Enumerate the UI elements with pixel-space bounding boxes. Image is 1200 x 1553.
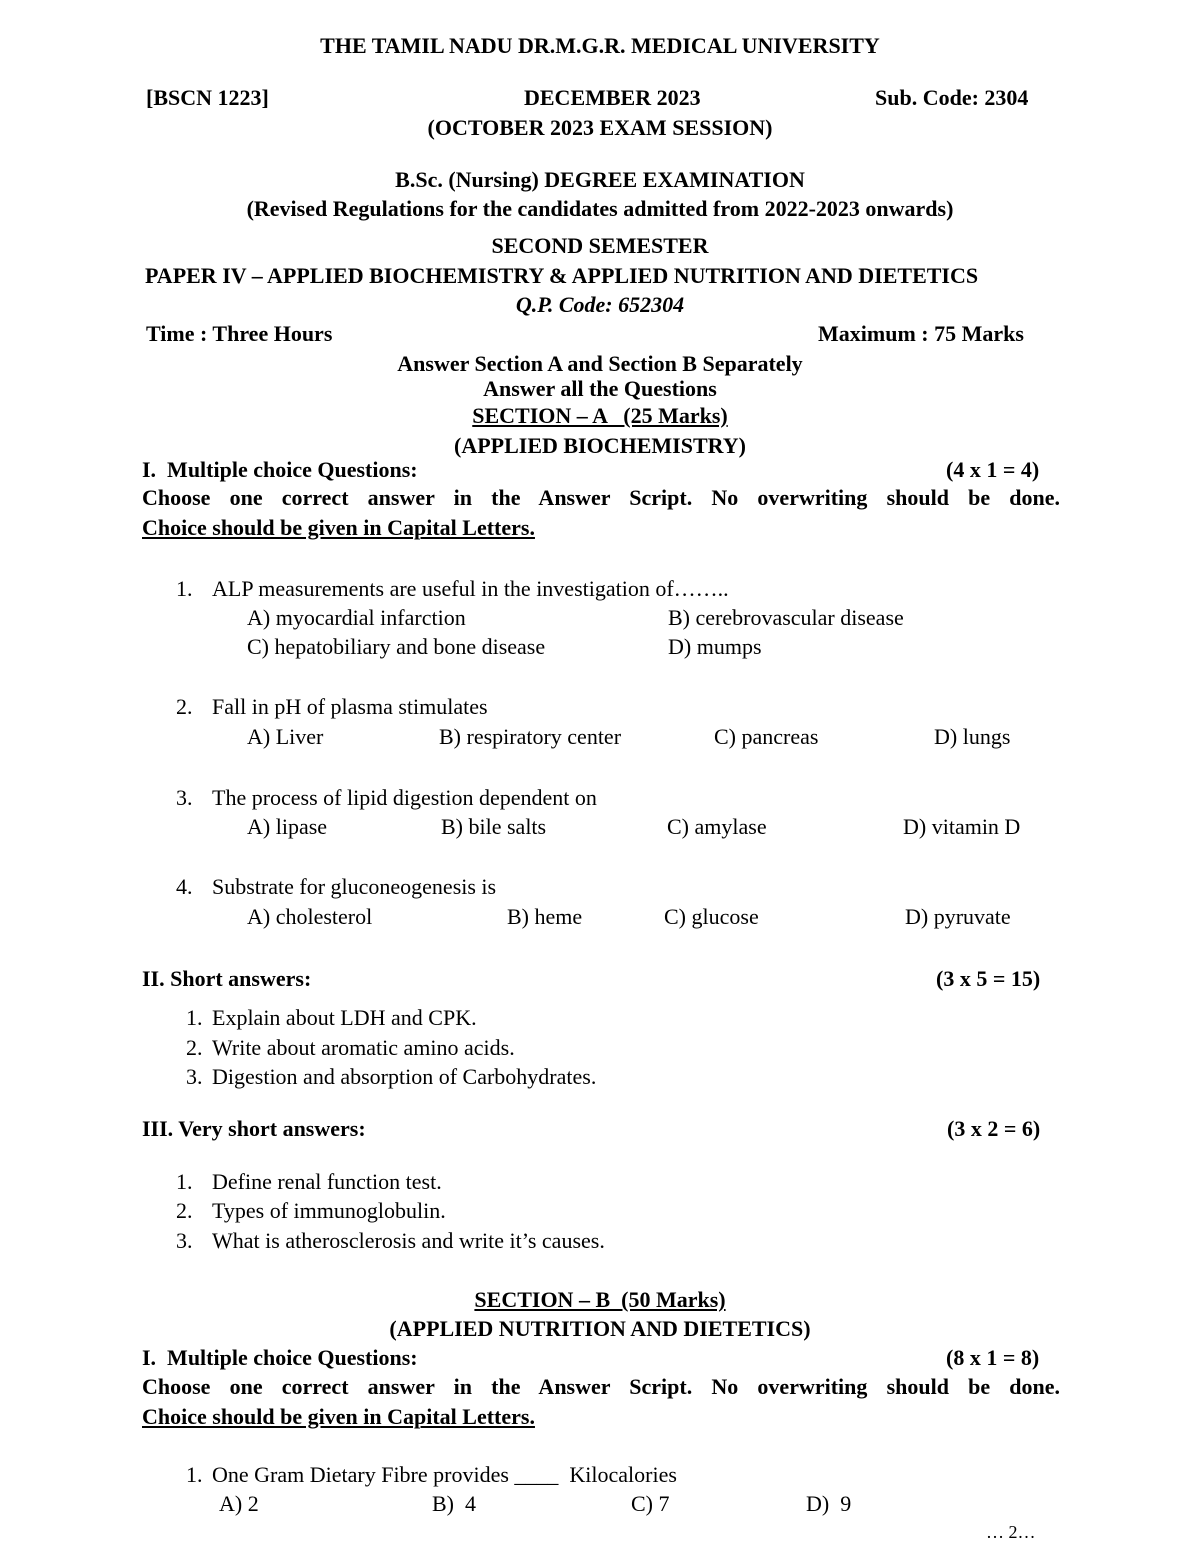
instruction-sections: Answer Section A and Section B Separately — [397, 351, 803, 376]
option-b: B) 4 — [432, 1491, 476, 1516]
option-b: B) bile salts — [441, 814, 547, 839]
question-number: 2. — [176, 694, 193, 719]
semester-title: SECOND SEMESTER — [491, 233, 709, 258]
question-text: ALP measurements are useful in the investigation of…….. — [212, 576, 729, 601]
exam-month-year: DECEMBER 2023 — [524, 85, 701, 110]
question-number: 1. — [176, 576, 193, 601]
paper-title: PAPER IV – APPLIED BIOCHEMISTRY & APPLIED NUTRITION AND DIETETICS — [145, 263, 979, 288]
course-code: [BSCN 1223] — [146, 85, 269, 110]
question-number: 4. — [176, 874, 193, 899]
option-a: A) myocardial infarction — [247, 605, 466, 630]
list-item: Explain about LDH and CPK. — [212, 1005, 477, 1030]
instruction-all-questions: Answer all the Questions — [483, 376, 717, 401]
section-a-mcq-heading: I. Multiple choice Questions: — [142, 457, 418, 482]
option-c: C) glucose — [664, 904, 759, 929]
option-b: B) heme — [507, 904, 583, 929]
regulations-note: (Revised Regulations for the candidates admitted from 2022-2023 onwards) — [246, 196, 954, 221]
list-item-number: 2. — [186, 1035, 203, 1060]
question-number: 3. — [176, 785, 193, 810]
question-text: Fall in pH of plasma stimulates — [212, 694, 488, 719]
option-a: A) Liver — [247, 724, 324, 749]
section-b-mcq-marks: (8 x 1 = 8) — [946, 1345, 1040, 1370]
question-text: Substrate for gluconeogenesis is — [212, 874, 497, 899]
section-a-mcq-capital-note: Choice should be given in Capital Letters. — [142, 515, 535, 540]
list-item-number: 1. — [176, 1169, 193, 1194]
list-item-number: 2. — [176, 1198, 193, 1223]
university-name: THE TAMIL NADU DR.M.G.R. MEDICAL UNIVERSITY — [320, 33, 880, 58]
list-item: Types of immunoglobulin. — [212, 1198, 446, 1223]
section-a-mcq-marks: (4 x 1 = 4) — [946, 457, 1040, 482]
qp-code: Q.P. Code: 652304 — [515, 292, 685, 317]
option-a: A) cholesterol — [247, 904, 373, 929]
list-item-number: 1. — [186, 1005, 203, 1030]
question-text: The process of lipid digestion dependent on — [212, 785, 597, 810]
short-answers-heading: II. Short answers: — [142, 966, 312, 991]
section-a-subtitle: (APPLIED BIOCHEMISTRY) — [454, 433, 746, 458]
option-d: D) lungs — [934, 724, 1011, 749]
section-a-mcq-instruction: Choose one correct answer in the Answer Script. No overwriting should be done. — [142, 485, 1060, 510]
exam-session: (OCTOBER 2023 EXAM SESSION) — [427, 115, 773, 140]
option-c: C) pancreas — [714, 724, 819, 749]
option-d: D) vitamin D — [903, 814, 1021, 839]
question-number: 1. — [186, 1462, 203, 1487]
option-d: D) mumps — [668, 634, 762, 659]
option-b: B) respiratory center — [439, 724, 622, 749]
list-item-number: 3. — [186, 1064, 203, 1089]
option-c: C) hepatobiliary and bone disease — [247, 634, 546, 659]
list-item: Digestion and absorption of Carbohydrates. — [212, 1064, 597, 1089]
question-text: One Gram Dietary Fibre provides ____ Kilocalories — [212, 1462, 677, 1487]
list-item: Write about aromatic amino acids. — [212, 1035, 515, 1060]
option-b: B) cerebrovascular disease — [668, 605, 904, 630]
option-a: A) 2 — [219, 1491, 259, 1516]
option-d: D) pyruvate — [905, 904, 1011, 929]
list-item-number: 3. — [176, 1228, 193, 1253]
option-d: D) 9 — [806, 1491, 852, 1516]
maximum-marks: Maximum : 75 Marks — [818, 321, 1024, 346]
section-b-mcq-capital-note: Choice should be given in Capital Letters. — [142, 1404, 535, 1429]
option-c: C) amylase — [667, 814, 767, 839]
list-item: What is atherosclerosis and write it’s causes. — [212, 1228, 605, 1253]
option-a: A) lipase — [247, 814, 328, 839]
section-b-mcq-heading: I. Multiple choice Questions: — [142, 1345, 418, 1370]
section-b-subtitle: (APPLIED NUTRITION AND DIETETICS) — [389, 1316, 811, 1341]
very-short-answers-heading: III. Very short answers: — [142, 1116, 366, 1141]
option-c: C) 7 — [631, 1491, 670, 1516]
subject-code: Sub. Code: 2304 — [875, 85, 1029, 110]
page-continuation-marker: … 2… — [986, 1522, 1036, 1542]
section-a-title: SECTION – A (25 Marks) — [472, 403, 728, 428]
section-b-mcq-instruction: Choose one correct answer in the Answer Script. No overwriting should be done. — [142, 1374, 1060, 1399]
degree-title: B.Sc. (Nursing) DEGREE EXAMINATION — [395, 167, 805, 192]
list-item: Define renal function test. — [212, 1169, 442, 1194]
exam-time: Time : Three Hours — [146, 321, 333, 346]
very-short-answers-marks: (3 x 2 = 6) — [947, 1116, 1041, 1141]
section-b-title: SECTION – B (50 Marks) — [474, 1287, 726, 1312]
short-answers-marks: (3 x 5 = 15) — [936, 966, 1041, 991]
